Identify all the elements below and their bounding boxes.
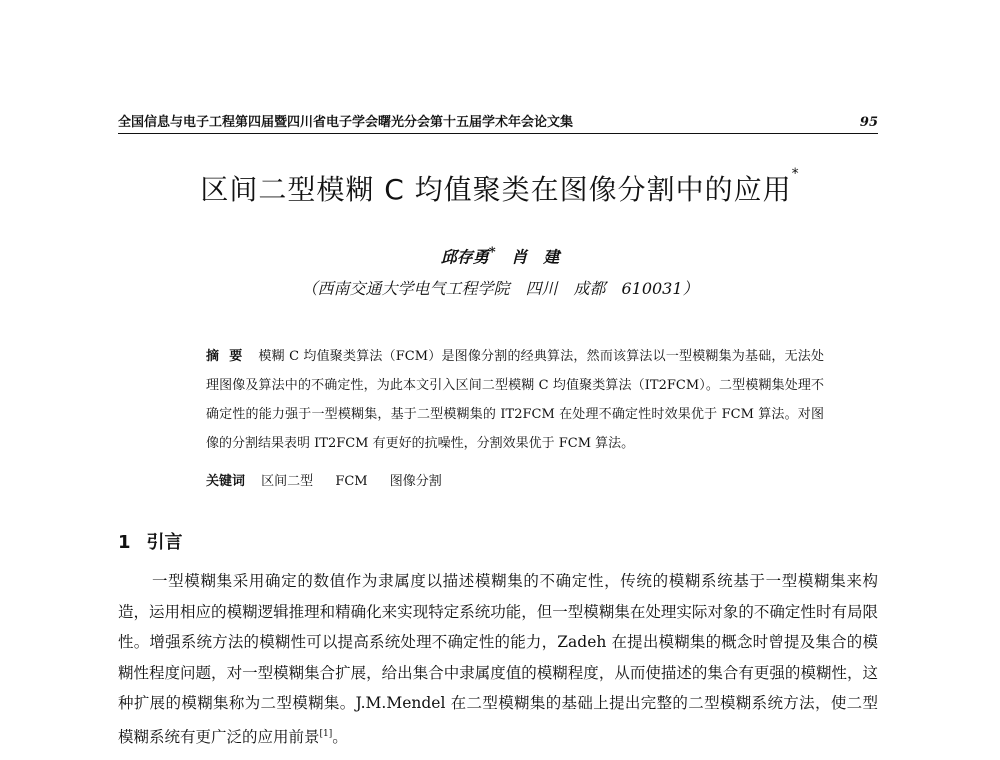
keywords [206, 470, 460, 489]
paper-title [0, 168, 1000, 208]
section-number: 1 [118, 532, 131, 553]
abstract-text: 模糊 C 均值聚类算法（FCM）是图像分割的经典算法，然而该算法以一型模糊集为基础，无法处理图像及算法中的不确定性，为此本文引入区间二型模糊 C 均值聚类算法（IT2FCM）。二型模糊集处理不确定性的能力强于一型模糊集，基于二型模糊集的 IT2FCM 在处理不确定性时效果优于 FCM 算法。对图像的分割结果表明 IT2FCM 有更好的抗噪性，分割效果优于 FCM 算法。 [206, 349, 824, 451]
citation-ref: [1] [319, 728, 333, 739]
section-heading [118, 528, 183, 554]
keyword-item: 图像分割 [389, 474, 442, 489]
paper-title-text: 区间二型模糊 C 均值聚类在图像分割中的应用 [200, 173, 792, 206]
abstract-label: 摘要 [206, 349, 253, 364]
running-header [118, 112, 878, 134]
author-1-mark: * [488, 244, 496, 260]
author-1: 邱存勇 [440, 247, 489, 267]
title-footnote-mark: * [791, 166, 800, 182]
body-paragraph [118, 566, 878, 752]
keyword-item: 区间二型 [261, 474, 314, 489]
keyword-item: FCM [335, 474, 368, 489]
keywords-label: 关键词 [206, 474, 246, 489]
affiliation: （西南交通大学电气工程学院 四川 成都 610031） [301, 279, 699, 298]
author-2: 肖 建 [511, 247, 560, 267]
paragraph-end: 。 [332, 727, 348, 746]
journal-name: 全国信息与电子工程第四届暨四川省电子学会曙光分会第十五届学术年会论文集 [118, 115, 574, 130]
section-title: 引言 [146, 532, 183, 553]
page-number: 95 [859, 115, 878, 130]
paragraph-text: 一型模糊集采用确定的数值作为隶属度以描述模糊集的不确定性，传统的模糊系统基于一型模糊集来构造，运用相应的模糊逻辑推理和精确化来实现特定系统功能，但一型模糊集在处理实际对象的不确定性时有局限性。增强系统方法的模糊性可以提高系统处理不确定性的能力，Zadeh 在提出模糊集的概念时曾提及集合的模糊性程度问题，对一型模糊集合扩展，给出集合中隶属度值的模糊程度，从而使描述的集合有更强的模糊性，这种扩展的模糊集称为二型模糊集。J.M.Mendel 在二型模糊集的基础上提出完整的二型模糊系统方法，使二型模糊系统有更广泛的应用前景 [118, 572, 878, 746]
author-list [0, 244, 1000, 267]
abstract-block [174, 342, 824, 458]
